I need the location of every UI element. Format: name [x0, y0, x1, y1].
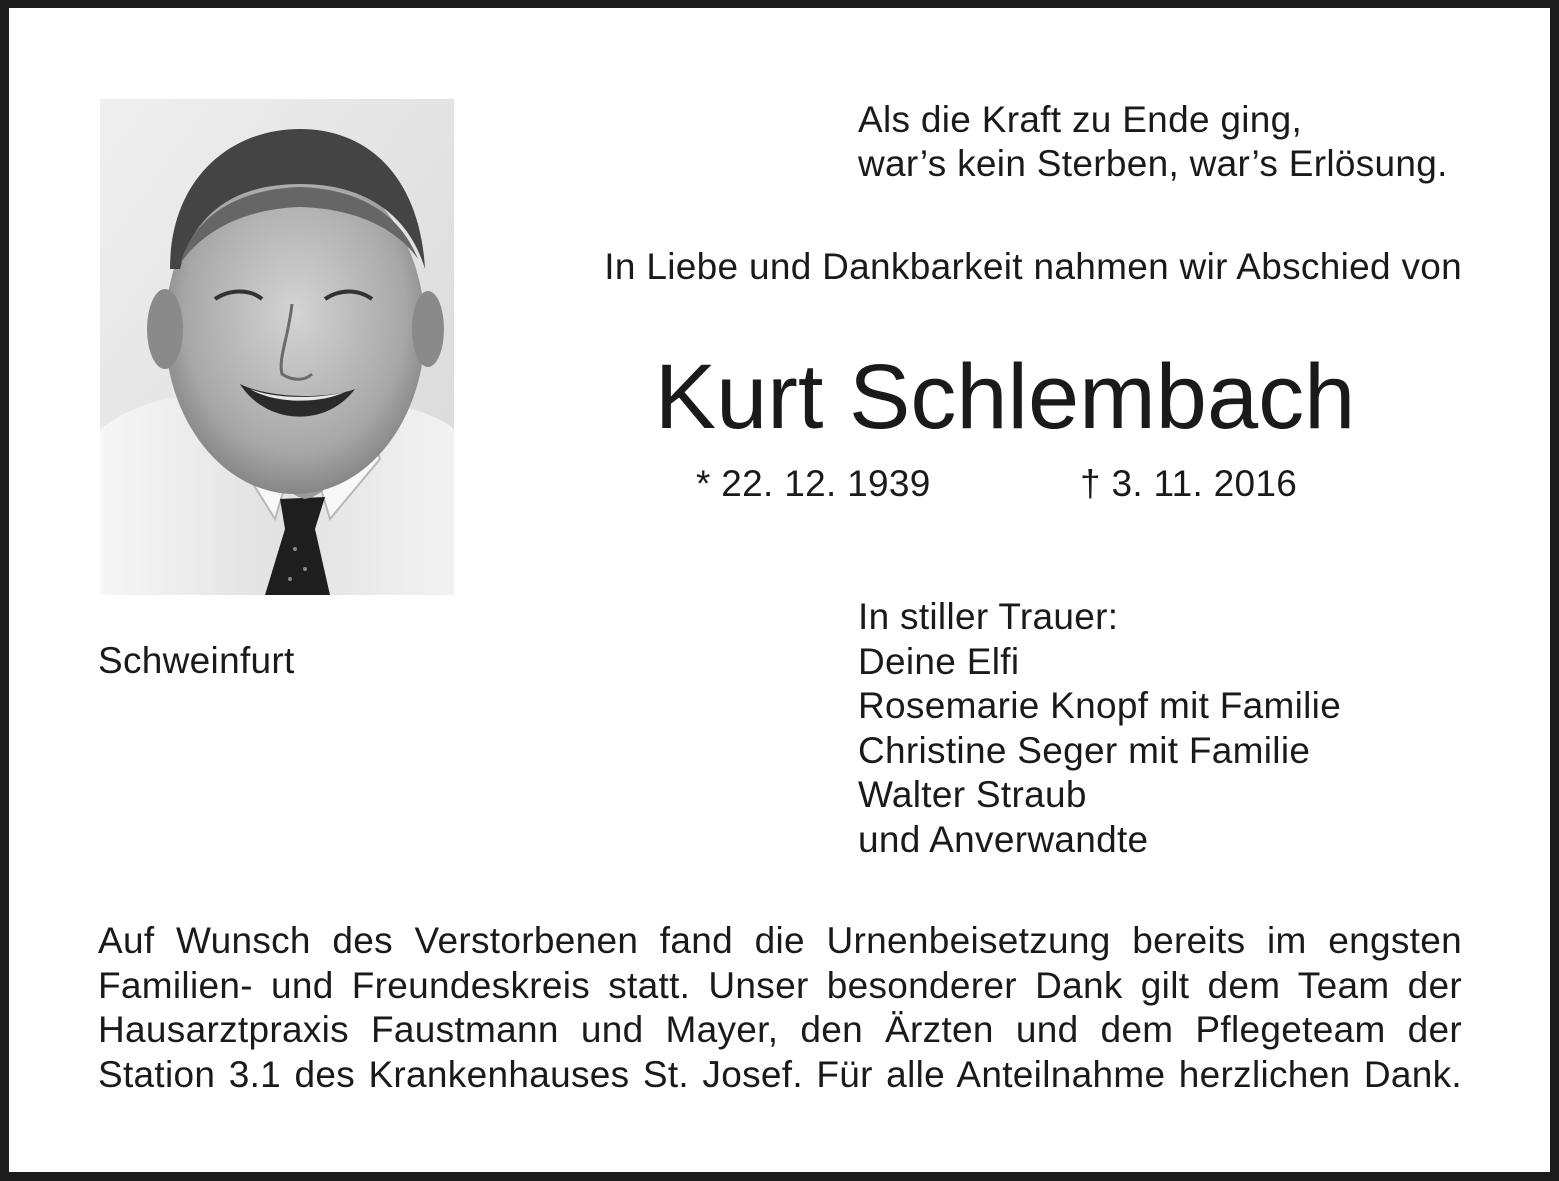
- birth-date: * 22. 12. 1939: [696, 463, 931, 504]
- farewell-intro: In Liebe und Dankbarkeit nahmen wir Abschied von: [604, 246, 1462, 287]
- death-date: † 3. 11. 2016: [1080, 463, 1298, 504]
- mourner-item: und Anverwandte: [858, 818, 1149, 860]
- mourner-item: Walter Straub: [858, 774, 1087, 815]
- verse-line-2: war’s kein Sterben, war’s Erlösung.: [858, 143, 1448, 184]
- mourner-item: Rosemarie Knopf mit Familie: [858, 685, 1342, 726]
- verse: [858, 98, 1448, 186]
- closing-paragraph: [98, 919, 1462, 1098]
- closing-line: Station 3.1 des Krankenhauses St. Josef. Für alle Anteilnahme herzlichen Dank.: [98, 1054, 1462, 1096]
- mourners-list: [858, 595, 1341, 862]
- mourners-heading: In stiller Trauer:: [858, 596, 1119, 637]
- verse-line-1: Als die Kraft zu Ende ging,: [858, 99, 1303, 140]
- closing-line: Familien- und Freundeskreis statt. Unser besonderer Dank gilt dem Team der: [98, 964, 1462, 1006]
- closing-line: Hausarztpraxis Faustmann und Mayer, den Ärzten und dem Pflegeteam der: [98, 1009, 1462, 1051]
- closing-line: Auf Wunsch des Verstorbenen fand die Urnenbeisetzung bereits im engsten: [98, 920, 1462, 961]
- deceased-name: Kurt Schlembach: [654, 346, 1356, 448]
- mourner-item: Deine Elfi: [858, 640, 1020, 682]
- place-name: Schweinfurt: [98, 640, 295, 681]
- mourner-item: Christine Seger mit Familie: [858, 729, 1311, 771]
